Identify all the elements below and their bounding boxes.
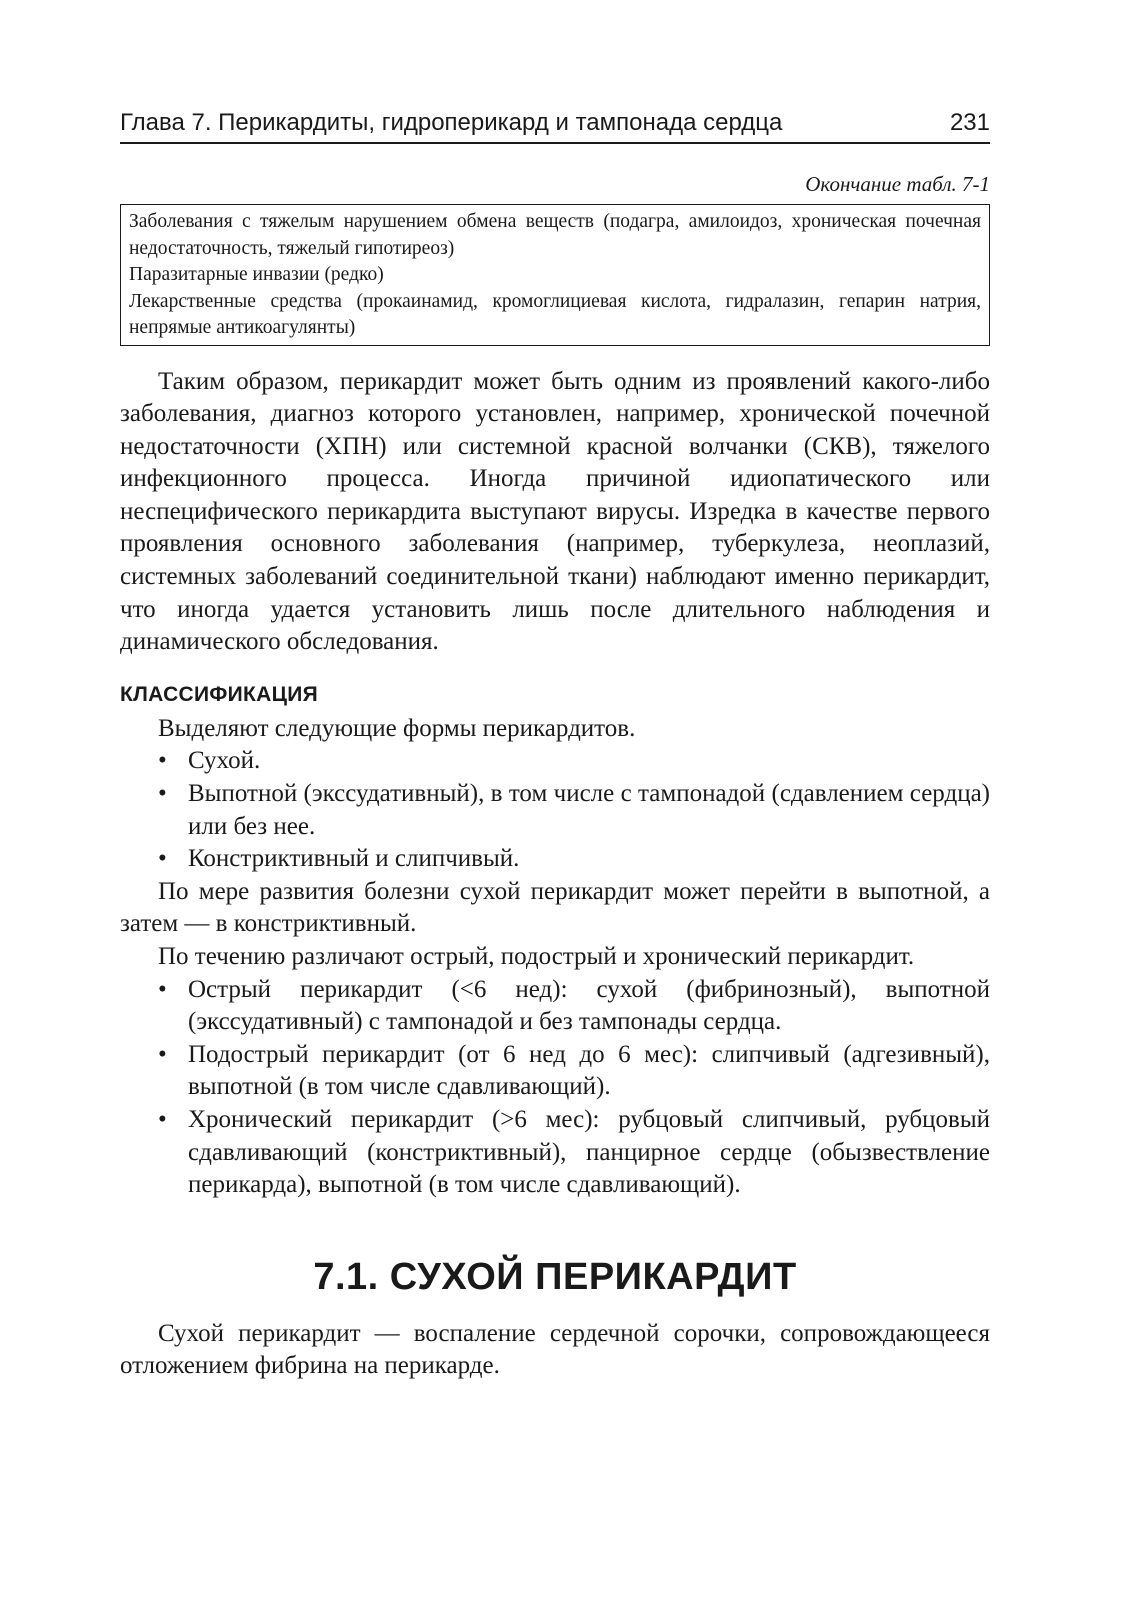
bullet-icon: • [158, 975, 167, 1003]
list-item: • Выпотной (экссудативный), в том числе с тампонадой (сдавлением сердца) или без нее. [158, 780, 990, 840]
list-item: • Сухой. [158, 745, 990, 778]
table-row: Лекарственные средства (прокаинамид, кромоглициевая кислота, гидралазин, гепарин натрия, непрямые антикоагулянты) [129, 290, 981, 338]
forms-list [120, 745, 990, 875]
table-row: Паразитарные инвазии (редко) [129, 264, 384, 285]
list-item: • Подострый перикардит (от 6 нед до 6 мес): слипчивый (адгезивный), выпотной (в том числе сдавливающий). [158, 1040, 990, 1101]
running-head [120, 108, 990, 144]
section-heading: 7.1. СУХОЙ ПЕРИКАРДИТ [313, 1255, 797, 1298]
table-row: Заболевания с тяжелым нарушением обмена веществ (подагра, амилоидоз, хроническая почечная недостаточность, тяжелый гипотиреоз) [129, 211, 981, 259]
classification-lead: Выделяют следующие формы перикардитов. [158, 714, 636, 742]
bullet-icon: • [158, 1105, 167, 1133]
definition-paragraph: Сухой перикардит — воспаление сердечной сорочки, сопровождающееся отложением фибрина на перикарде. [120, 1319, 990, 1380]
bullet-icon: • [158, 780, 167, 808]
bullet-icon: • [158, 747, 167, 775]
course-lead: По течению различают острый, подострый и хронический перикардит. [158, 943, 915, 970]
table-7-1-continuation [120, 204, 990, 346]
bullet-icon: • [158, 1040, 167, 1068]
page-number: 231 [949, 109, 990, 136]
list-item: • Констриктивный и слипчивый. [158, 843, 990, 876]
progression-paragraph: По мере развития болезни сухой перикардит может перейти в выпотной, а затем — в констриктивный. [120, 877, 990, 938]
chapter-title: Глава 7. Перикардиты, гидроперикард и тампонада сердца [120, 109, 783, 136]
list-item: • Хронический перикардит (>6 мес): рубцовый слипчивый, рубцовый сдавливающий (констриктивный), панцирное сердце (обызвествление перикарда), выпотной (в том числе сдавливающий). [158, 1105, 990, 1199]
course-list [120, 974, 990, 1202]
bullet-icon: • [158, 845, 167, 873]
book-page [120, 108, 990, 1383]
table-caption: Окончание табл. 7-1 [805, 172, 990, 196]
intro-paragraph: Таким образом, перикардит может быть одним из проявлений какого-либо заболевания, диагноз которого установлен, например, хронической почечной недостаточности (ХПН) или системной красной волчанки (СКВ), тяжелого инфекционного процесса. Иногда причиной идиопатического или неспецифического перикардита выступают вирусы. Изредка в качестве первого проявления основного заболевания (например, туберкулеза, неоплазий, системных заболеваний соединительной ткани) наблюдают именно перикардит, что иногда удается установить лишь после длительного наблюдения и динамического обследования. [120, 367, 990, 656]
list-item: • Острый перикардит (<6 нед): сухой (фибринозный), выпотной (экссудативный) с тампонадой и без тампонады сердца. [158, 975, 990, 1036]
classification-heading: КЛАССИФИКАЦИЯ [120, 682, 319, 706]
